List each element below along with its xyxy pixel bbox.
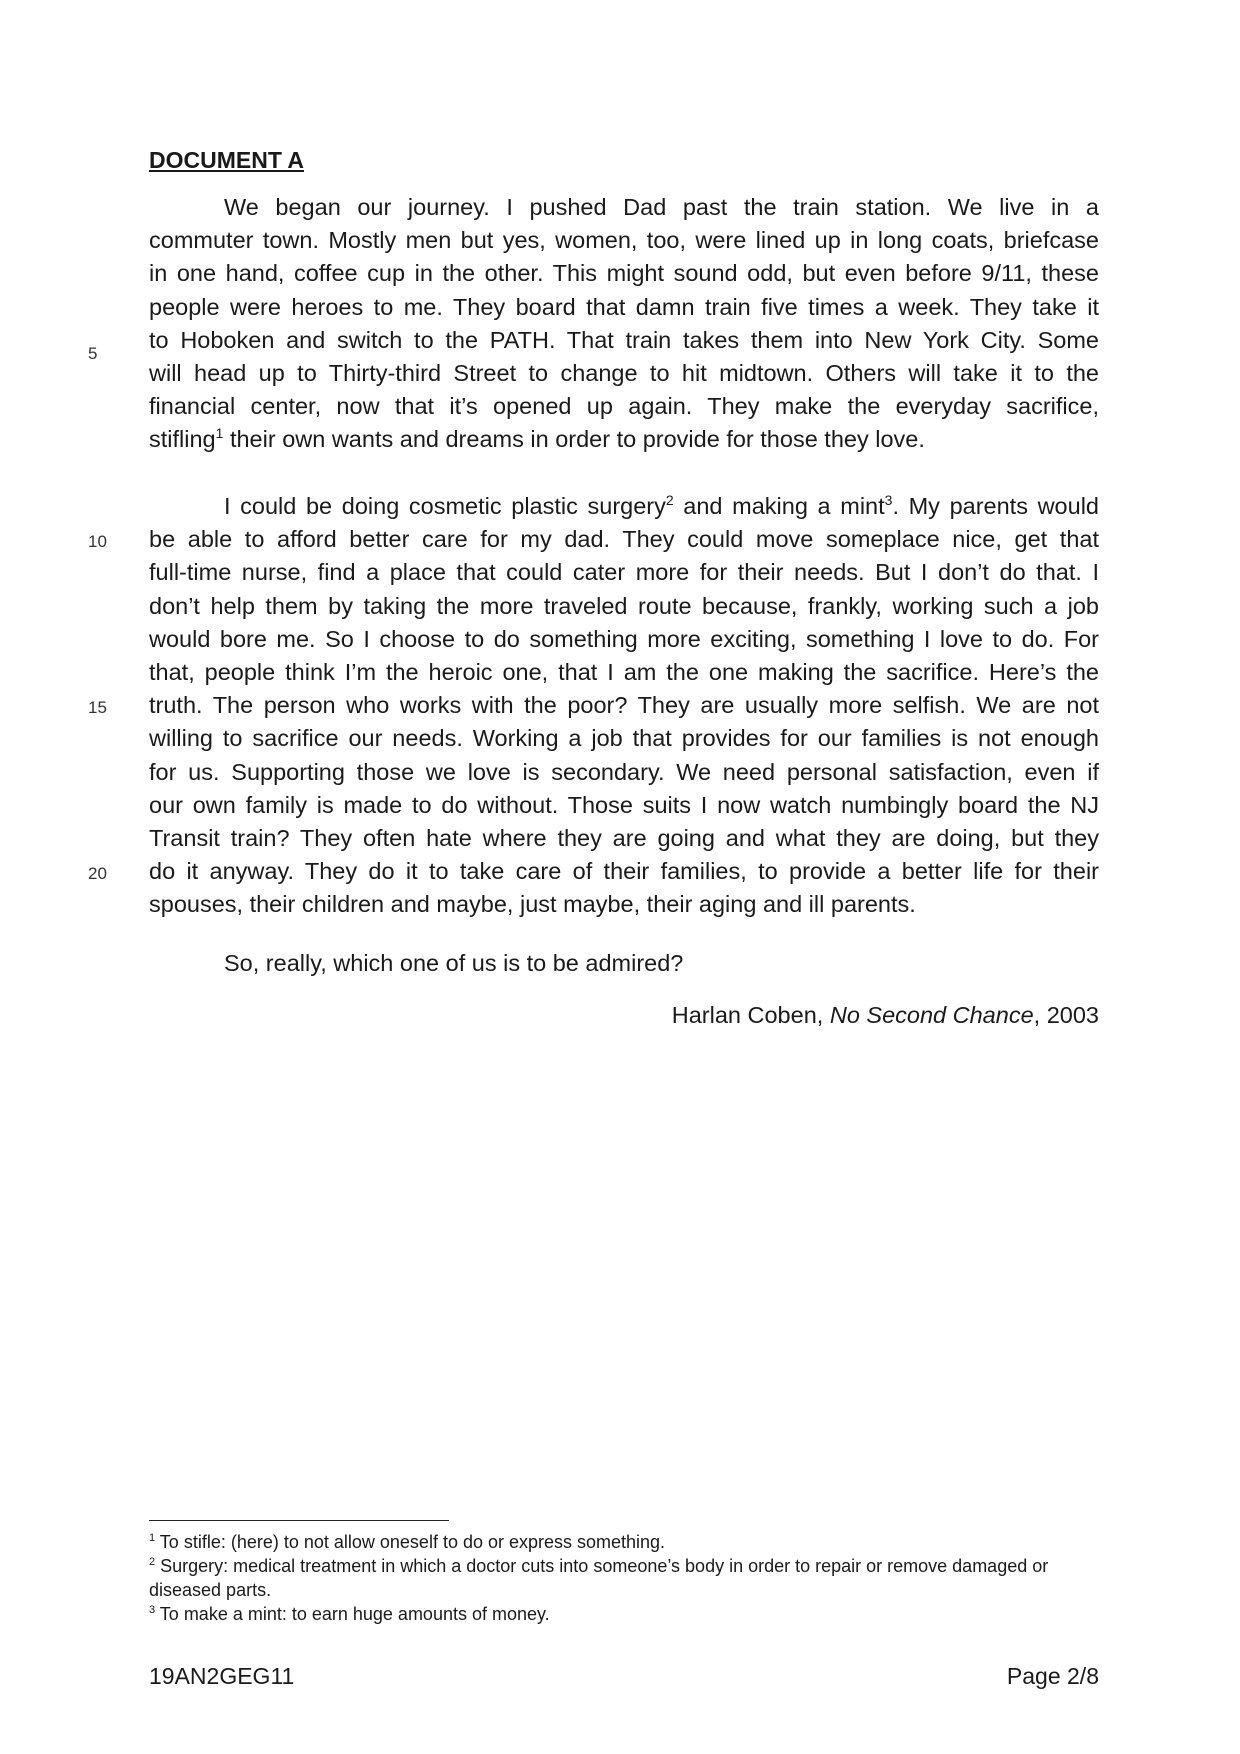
text-line: financial center, now that it’s opened up again. They make the everyday sacrifice, (149, 393, 1099, 420)
text-line: commuter town. Mostly men but yes, women, too, were lined up in long coats, briefcase (149, 227, 1099, 254)
footnote (149, 1554, 1099, 1602)
line-number: 20 (88, 864, 107, 883)
text-line: our own family is made to do without. Those suits I now watch numbingly board the NJ (149, 791, 1099, 818)
text-line: willing to sacrifice our needs. Working a job that provides for our families is not enough (149, 725, 1099, 752)
text-line: do it anyway. They do it to take care of their families, to provide a better life for their (149, 858, 1099, 885)
line-number: 10 (88, 532, 107, 551)
footnote-number: 3 (149, 1604, 156, 1616)
text-line: spouses, their children and maybe, just maybe, their aging and ill parents. (149, 891, 916, 918)
footnote-number: 2 (149, 1556, 156, 1568)
footnote (149, 1530, 1099, 1554)
text-line: Transit train? They often hate where they are going and what they are doing, but they (149, 824, 1099, 851)
text-line: would bore me. So I choose to do something more exciting, something I love to do. For (149, 625, 1099, 652)
text-line: people were heroes to me. They board that damn train five times a week. They take it (149, 293, 1099, 320)
document-code: 19AN2GEG11 (149, 1663, 295, 1689)
footnote-text: Surgery: medical treatment in which a doctor cuts into someone’s body in order to repair or remove damaged or diseased parts. (149, 1556, 1049, 1600)
footnote-text: To make a mint: to earn huge amounts of money. (155, 1604, 550, 1624)
footnote-ref: 3 (884, 492, 893, 509)
text-line: be able to afford better care for my dad. They could move someplace nice, get that (149, 526, 1099, 553)
text-fragment: and making a mint (673, 493, 885, 519)
footnote-number: 1 (149, 1532, 156, 1544)
footnote (149, 1602, 1099, 1626)
footnote-ref: 1 (215, 425, 224, 442)
text-fragment: their own wants and dreams in order to provide for those they love. (223, 426, 925, 453)
text-line: will head up to Thirty-third Street to change to hit midtown. Others will take it to the (149, 359, 1099, 386)
text-fragment: I could be doing cosmetic plastic surgery (224, 493, 666, 519)
text-line: truth. The person who works with the poor? They are usually more selfish. We are not (149, 692, 1099, 719)
footnote-text: To stifle: (here) to not allow oneself to do or express something. (155, 1532, 666, 1552)
attribution-year: , 2003 (1033, 1002, 1099, 1028)
attribution-author: Harlan Coben, (671, 1002, 830, 1028)
text-line: in one hand, coffee cup in the other. This might sound odd, but even before 9/11, these (149, 260, 1099, 287)
attribution (672, 1002, 1099, 1029)
closing-question: So, really, which one of us is to be admired? (224, 950, 684, 976)
text-line (149, 490, 1099, 523)
text-fragment: stifling (149, 426, 216, 453)
text-line: don’t help them by taking the more traveled route because, frankly, working such a job (149, 592, 1099, 619)
document-heading: DOCUMENT A (149, 147, 305, 173)
page-number: Page 2/8 (1006, 1663, 1099, 1689)
line-number: 5 (88, 344, 98, 363)
text-line: that, people think I’m the heroic one, that I am the one making the sacrifice. Here’s the (149, 658, 1099, 685)
footnote-divider (149, 1520, 449, 1521)
text-line: for us. Supporting those we love is secondary. We need personal satisfaction, even if (149, 758, 1099, 785)
text-line: to Hoboken and switch to the PATH. That train takes them into New York City. Some (149, 326, 1099, 353)
attribution-title: No Second Chance (829, 1002, 1034, 1028)
paragraph-2 (149, 490, 1099, 921)
text-line (149, 423, 1099, 456)
footnote-ref: 2 (665, 492, 674, 509)
paragraph-1 (149, 191, 1099, 457)
text-line: We began our journey. I pushed Dad past the train station. We live in a (224, 194, 1099, 220)
line-number: 15 (88, 698, 107, 717)
text-fragment: . My parents would (892, 493, 1099, 519)
text-line: full-time nurse, find a place that could cater more for their needs. But I don’t do that. I (149, 559, 1099, 586)
footnotes (149, 1530, 1099, 1626)
